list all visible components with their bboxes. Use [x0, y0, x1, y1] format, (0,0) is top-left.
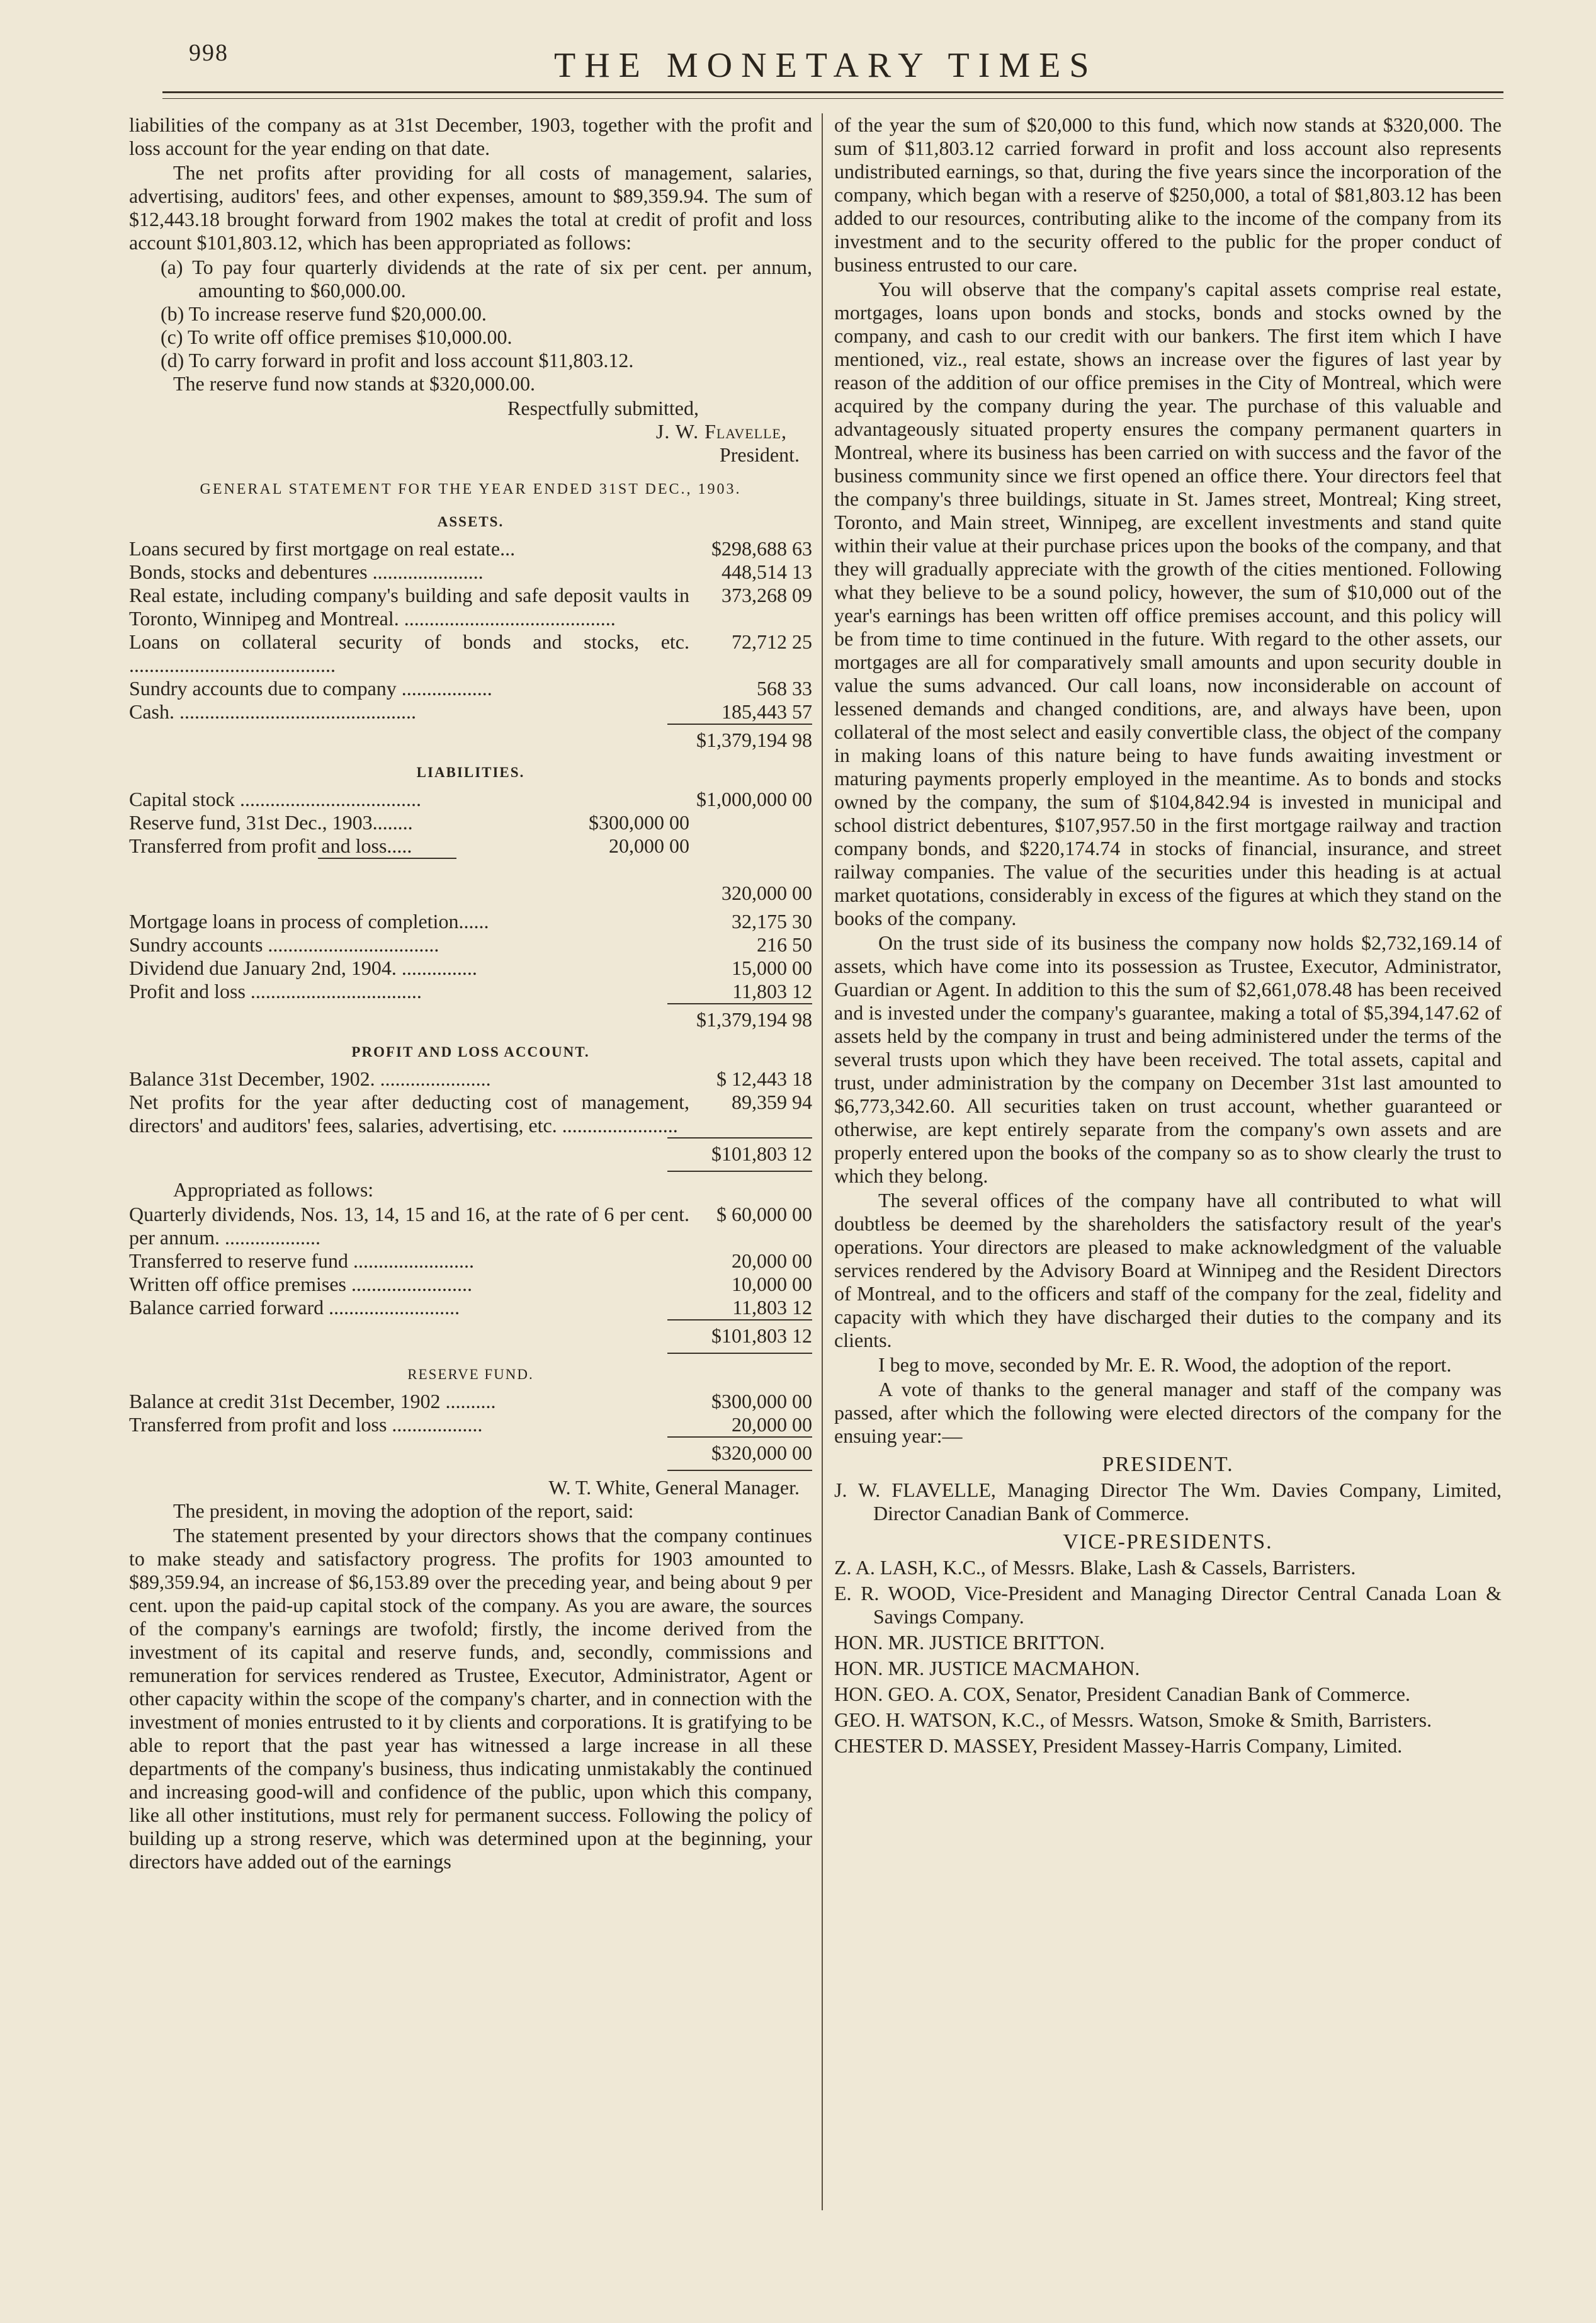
- column-divider: [822, 113, 823, 2210]
- publication-title: THE MONETARY TIMES: [554, 46, 1098, 85]
- masthead-rule: [162, 91, 1503, 93]
- appropriation-item: (c) To write off office premises $10,000.00.: [161, 326, 512, 348]
- total-rule: [667, 1003, 812, 1004]
- reserve-fund-total: $320,000 00: [711, 1441, 812, 1464]
- appropriated-label: Appropriated as follows:: [173, 1178, 374, 1201]
- total-rule: [667, 1470, 812, 1471]
- table-row: Transferred to reserve fund ........................ 20,000 00: [129, 1249, 812, 1272]
- officer-entry: Z. A. LASH, K.C., of Messrs. Blake, Lash & Cassels, Barristers.: [834, 1556, 1356, 1579]
- assets-total: $1,379,194 98: [696, 729, 812, 751]
- table-row: Real estate, including company's building and safe deposit vaults in Toronto, Winnipeg and Montreal. .......................................... 373,268 09: [129, 584, 812, 630]
- assets-table: [129, 537, 812, 724]
- president-signature: J. W. Flavelle,: [655, 420, 787, 443]
- statement-title: GENERAL STATEMENT FOR THE YEAR ENDED 31ST DEC., 1903.: [200, 481, 742, 497]
- table-row: Cash. ............................................... 185,443 57: [129, 700, 812, 723]
- table-row: Balance carried forward .......................... 11,803 12: [129, 1296, 812, 1319]
- officer-entry: HON. MR. JUSTICE MACMAHON.: [834, 1657, 1140, 1679]
- vote-paragraph: A vote of thanks to the general manager and staff of the company was passed, after which the following were elected directors of the company for the ensuing year:—: [834, 1378, 1502, 1447]
- intro-paragraph: liabilities of the company as at 31st December, 1903, together with the profit and loss account for the year ending on that date.: [129, 113, 812, 159]
- table-row: Written off office premises ........................ 10,000 00: [129, 1273, 812, 1295]
- appropriation-item: (a) To pay four quarterly dividends at the rate of six per cent. per annum, amounting to $60,000.00.: [161, 256, 812, 302]
- general-manager-signature: W. T. White, General Manager.: [548, 1476, 800, 1499]
- reserve-subtotal: 320,000 00: [722, 882, 812, 904]
- vice-presidents-heading: VICE-PRESIDENTS.: [1063, 1530, 1273, 1553]
- liabilities-total: $1,379,194 98: [696, 1008, 812, 1031]
- total-rule: [667, 1171, 812, 1172]
- total-rule: [667, 1436, 812, 1438]
- assets-heading: ASSETS.: [437, 514, 504, 530]
- table-row: Profit and loss .................................. 11,803 12: [129, 980, 812, 1002]
- president-said: The president, in moving the adoption of the report, said:: [173, 1499, 634, 1522]
- total-rule: [667, 1319, 812, 1321]
- officer-entry: CHESTER D. MASSEY, President Massey-Harris Company, Limited.: [834, 1734, 1403, 1757]
- table-row: Capital stock .................................... $1,000,000 00: [129, 788, 812, 810]
- right-column: [834, 113, 1502, 1760]
- table-row: Bonds, stocks and debentures ...................... 448,514 13: [129, 560, 812, 583]
- left-column: [129, 113, 812, 1875]
- total-rule: [667, 1137, 812, 1139]
- motion-paragraph: I beg to move, seconded by Mr. E. R. Wood, the adoption of the report.: [878, 1353, 1452, 1376]
- table-row: Sundry accounts .................................. 216 50: [129, 933, 812, 956]
- president-title: President.: [719, 443, 800, 466]
- table-row: Mortgage loans in process of completion...... 32,175 30: [129, 910, 812, 933]
- table-row: Loans on collateral security of bonds and stocks, etc. ......................................... 72,712 25: [129, 630, 812, 676]
- net-profits-paragraph: The net profits after providing for all costs of management, salaries, advertising, auditors' fees, and other expenses, amount to $89,359.94. The sum of $12,443.18 brought forward from 1902 makes the total at credit of profit and loss account $101,803.12, which has been appropriated as follows:: [129, 161, 812, 254]
- table-row: Quarterly dividends, Nos. 13, 14, 15 and 16, at the rate of 6 per cent. per annum. ................... $ 60,000 00: [129, 1203, 812, 1249]
- reserve-fund-heading: RESERVE FUND.: [407, 1366, 534, 1382]
- president-heading: PRESIDENT.: [1102, 1453, 1234, 1476]
- appropriation-item: (d) To carry forward in profit and loss account $11,803.12.: [161, 349, 634, 372]
- total-rule: [667, 1353, 812, 1354]
- table-row: Transferred from profit and loss..... 20,000 00: [129, 834, 689, 857]
- profit-loss-heading: PROFIT AND LOSS ACCOUNT.: [351, 1044, 590, 1060]
- table-row: Balance 31st December, 1902. ...................... $ 12,443 18: [129, 1067, 812, 1090]
- statement-paragraph: The statement presented by your directors shows that the company continues to make steady and satisfactory progress. The profits for 1903 amounted to $89,359.94, an increase of $6,153.89 over the preceding year, and being about 9 per cent. upon the paid-up capital stock of the company. As you are aware, the sources of the company's earnings are twofold; firstly, the income derived from the investment of its capital and reserve funds, and, secondly, commissions and remuneration for services rendered as Trustee, Executor, Administrator, Agent or other capacity within the scope of the company's charter, and in connection with the investment of monies entrusted to it by clients and corporations. It is gratifying to be able to report that the past year has witnessed a large increase in all these departments of the company's business, thus indicating unmistakably the continued and increasing good-will and confidence of the public, upon which this company, like all other institutions, must rely for permanent success. Following the policy of building up a strong reserve, which was determined upon at the beginning, your directors have added out of the earnings: [129, 1524, 812, 1873]
- respectfully-submitted: Respectfully submitted,: [507, 397, 699, 419]
- appropriation-item: (b) To increase reserve fund $20,000.00.: [161, 302, 487, 325]
- page-number: 998: [189, 40, 229, 66]
- masthead: [189, 39, 1511, 89]
- officer-entry: GEO. H. WATSON, K.C., of Messrs. Watson, Smoke & Smith, Barristers.: [834, 1708, 1432, 1731]
- officer-entry: HON. GEO. A. COX, Senator, President Canadian Bank of Commerce.: [834, 1683, 1410, 1705]
- trust-paragraph: On the trust side of its business the company now holds $2,732,169.14 of assets, which have come into its possession as Trustee, Executor, Administrator, Guardian or Agent. In addition to this the sum of $2,661,078.48 has been received and is invested under the company's guarantee, making a total of $5,394,147.62 of assets held by the company in trust and being administered under the terms of the several trusts upon which they have been received. The total assets, capital and trust, under administration by the company on December 31st last amounted to $6,773,342.60. All securities taken on trust account, whether guaranteed or otherwise, are kept entirely separate from the company's own assets and are properly entered upon the books of the company so as to show clearly the trust to which they belong.: [834, 931, 1502, 1187]
- table-row: Balance at credit 31st December, 1902 .......... $300,000 00: [129, 1390, 812, 1412]
- total-rule: [667, 724, 812, 725]
- table-row: Loans secured by first mortgage on real estate... $298,688 63: [129, 537, 812, 560]
- table-row: Sundry accounts due to company .................. 568 33: [129, 677, 812, 700]
- offices-paragraph: The several offices of the company have all contributed to what will doubtless be deemed by the shareholders the satisfactory result of the year's operations. Your directors are pleased to make acknowledgment of the valuable services rendered by the Advisory Board at Winnipeg and the Resident Directors of Montreal, and to the officers and staff of the company for the zeal, fidelity and capacity with which they have discharged their duties to the company and its clients.: [834, 1189, 1502, 1351]
- table-row: Dividend due January 2nd, 1904. ............... 15,000 00: [129, 957, 812, 979]
- continued-paragraph: of the year the sum of $20,000 to this fund, which now stands at $320,000. The sum of $11,803.12 carried forward in profit and loss account also represents undistributed earnings, so that, during the five years since the incorporation of the company, which began with a reserve of $250,000, a total of $81,803.12 has been added to our resources, contributing alike to the income of the company from its investment and to the security offered to the public for the proper conduct of business entrusted to our care.: [834, 113, 1502, 276]
- reserve-paragraph: The reserve fund now stands at $320,000.00.: [173, 372, 535, 395]
- officer-entry: HON. MR. JUSTICE BRITTON.: [834, 1631, 1105, 1654]
- capital-assets-paragraph: You will observe that the company's capital assets comprise real estate, mortgages, loans upon bonds and stocks, bonds and stocks owned by the company, and cash to our credit with our bankers. The first item which I have mentioned, viz., real estate, shows an increase over the figures of last year by reason of the addition of our office premises in the City of Montreal, which were acquired by the company during the year. The purchase of this valuable and advantageously situated property ensures the company permanent quarters in Montreal, where its business has been carried on with success and the favor of the business community since we first opened an office there. Your directors feel that the company's three buildings, situate in St. James street, Montreal; King street, Toronto, and Main street, Winnipeg, are excellent investments and stand quite within their value at their purchase prices upon the books of the company, and that they will gradually appreciate with the growth of the cities mentioned. Following what they believe to be a sound policy, however, the sum of $10,000 out of the year's earnings has been written off office premises account, and this policy will be from time to time continued in the future. With regard to the other assets, our mortgages are all for comparatively small amounts and upon security double in value the sums advanced. Our call loans, now inconsiderable on account of lessened demands and changed conditions, are, and always have been, upon collateral of the most select and easily convertible class, the object of the company in making loans of this nature being to have funds awaiting investment or maturing payments properly employed in the meantime. As to bonds and stocks owned by the company, the sum of $104,842.94 is invested in municipal and school district debentures, $107,957.50 in the first mortgage railway and traction company bonds, and $220,174.74 in stocks of financial, insurance, and street railway companies. The value of the securities under this heading is at actual market quotations, considerably in excess of the figures at which they stand on the books of the company.: [834, 278, 1502, 929]
- profit-loss-total: $101,803 12: [711, 1142, 812, 1165]
- table-row: Transferred from profit and loss .................. 20,000 00: [129, 1413, 812, 1436]
- president-entry: J. W. FLAVELLE, Managing Director The Wm. Davies Company, Limited, Director Canadian Bank of Commerce.: [834, 1479, 1502, 1525]
- liabilities-heading: LIABILITIES.: [416, 764, 525, 780]
- masthead-rule-thin: [162, 98, 1503, 99]
- table-row: Reserve fund, 31st Dec., 1903........ $300,000 00: [129, 811, 689, 834]
- table-row: Net profits for the year after deducting cost of management, directors' and auditors' fees, salaries, advertising, etc. ....................... 89,359 94: [129, 1091, 812, 1137]
- appropriated-total: $101,803 12: [711, 1324, 812, 1347]
- officer-entry: E. R. WOOD, Vice-President and Managing Director Central Canada Loan & Savings Company.: [834, 1582, 1502, 1628]
